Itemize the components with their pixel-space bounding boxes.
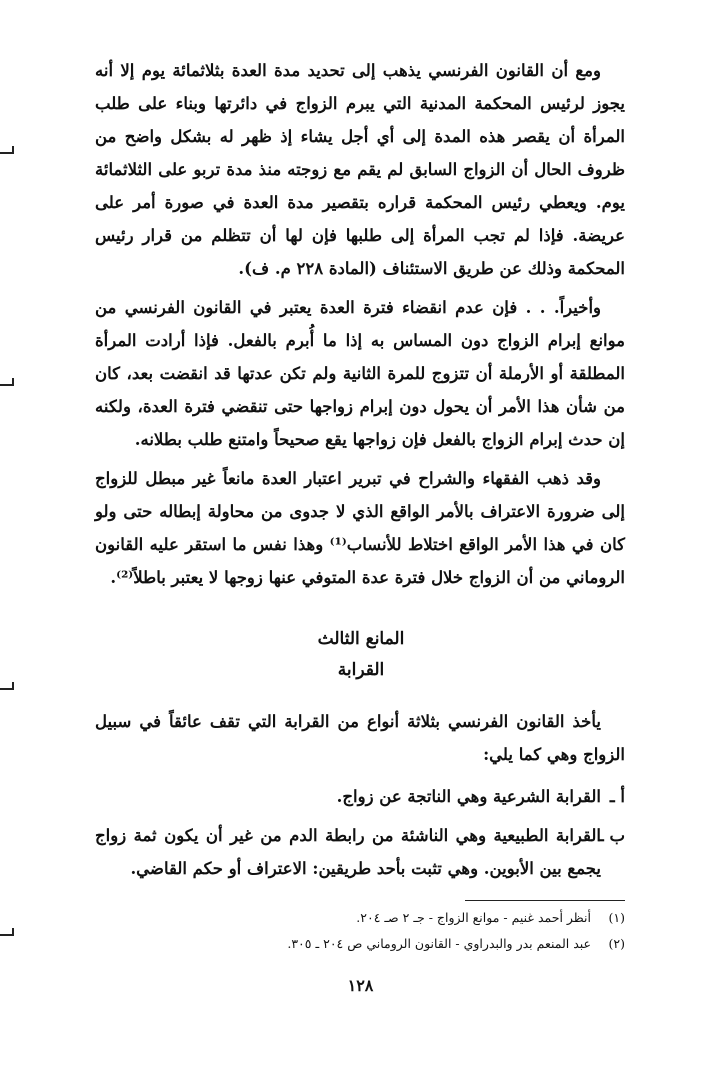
list-item-a xyxy=(95,780,625,813)
paragraph-text: وقد ذهب الفقهاء والشراح في تبرير اعتبار العدة مانعاً غير مبطل للزواج إلى ضرورة الاعتراف بالأمر الواقع الذي لا جدوى من محاولة إبطاله حتى ولو كان في هذا الأمر الواقع اختلاط للأنساب⁽¹⁾ وهذا نفس ما استقر عليه القانون الروماني من أن الزواج خلال فترة عدة المتوفي عنها زوجها لا يعتبر باطلاً⁽²⁾. xyxy=(95,469,625,587)
footnote-divider xyxy=(465,900,625,901)
list-marker: ب ـ xyxy=(598,826,625,845)
footnote-number: (٢) xyxy=(608,936,625,951)
paragraph-2 xyxy=(95,291,625,456)
margin-mark xyxy=(0,384,14,386)
intro-paragraph xyxy=(95,705,625,771)
footnote-text: عبد المنعم بدر والبدراوي - القانون الروماني ص ٢٠٤ ـ ٣٠٥. xyxy=(287,936,592,951)
list-marker: أ ـ xyxy=(609,787,625,806)
margin-mark xyxy=(0,934,14,936)
paragraph-text: يأخذ القانون الفرنسي بثلاثة أنواع من القرابة التي تقف عائقاً في سبيل الزواج وهي كما يلي: xyxy=(95,712,625,764)
paragraph-1 xyxy=(95,54,625,285)
footnote-number: (١) xyxy=(608,910,625,925)
list-item-b xyxy=(95,819,625,885)
paragraph-text: وأخيراً. . . فإن عدم انقضاء فترة العدة يعتبر في القانون الفرنسي من موانع إبرام الزواج دون المساس به إذا ما أُبرم بالفعل. فإذا أرادت المرأة المطلقة أو الأرملة أن تتزوج للمرة الثانية ولم تكن عدتها قد انقضت بعد، كان من شأن هذا الأمر أن يحول دون إبرام زواجها حتى تنقضي فترة العدة، ولكنه إن حدث إبرام الزواج بالفعل فإن زواجها يقع صحيحاً وامتنع طلب بطلانه. xyxy=(95,298,625,449)
section-subtitle: القرابة xyxy=(337,660,385,680)
margin-mark xyxy=(0,152,14,154)
list-item-text: القرابة الشرعية وهي الناتجة عن زواج. xyxy=(336,787,601,806)
section-title: المانع الثالث xyxy=(317,629,405,649)
paragraph-text: ومع أن القانون الفرنسي يذهب إلى تحديد مدة العدة بثلاثمائة يوم إلا أنه يجوز لرئيس المحكمة المدنية التي يبرم الزواج في دائرتها وبناء على طلب المرأة أن يقصر هذه المدة إلى أي أجل يشاء إذ ظهر له بشكل واضح من ظروف الحال أن الزواج السابق لم يقم مع زوجته منذ مدة تربو على الثلاثمائة يوم. ويعطي رئيس المحكمة قراره بتقصير مدة العدة في صورة أمر على عريضة. فإذا لم تجب المرأة إلى طلبها فإن لها أن تتظلم من قرار رئيس المحكمة وذلك عن طريق الاستئناف (المادة ٢٢٨ م. ف). xyxy=(95,61,625,278)
footnote-1 xyxy=(95,908,625,928)
list-item-text: القرابة الطبيعية وهي الناشئة من رابطة الدم من غير أن يكون ثمة زواج يجمع بين الأبوين. وهي تثبت بأحد طريقين: الاعتراف أو حكم القاضي. xyxy=(95,826,601,878)
footnote-2 xyxy=(95,934,625,954)
page-number: ١٢٨ xyxy=(347,976,374,995)
paragraph-3 xyxy=(95,462,625,594)
margin-mark xyxy=(0,688,14,690)
footnote-text: أنظر أحمد غنيم - موانع الزواج - جـ ٢ صـ ٢٠٤. xyxy=(356,910,592,925)
